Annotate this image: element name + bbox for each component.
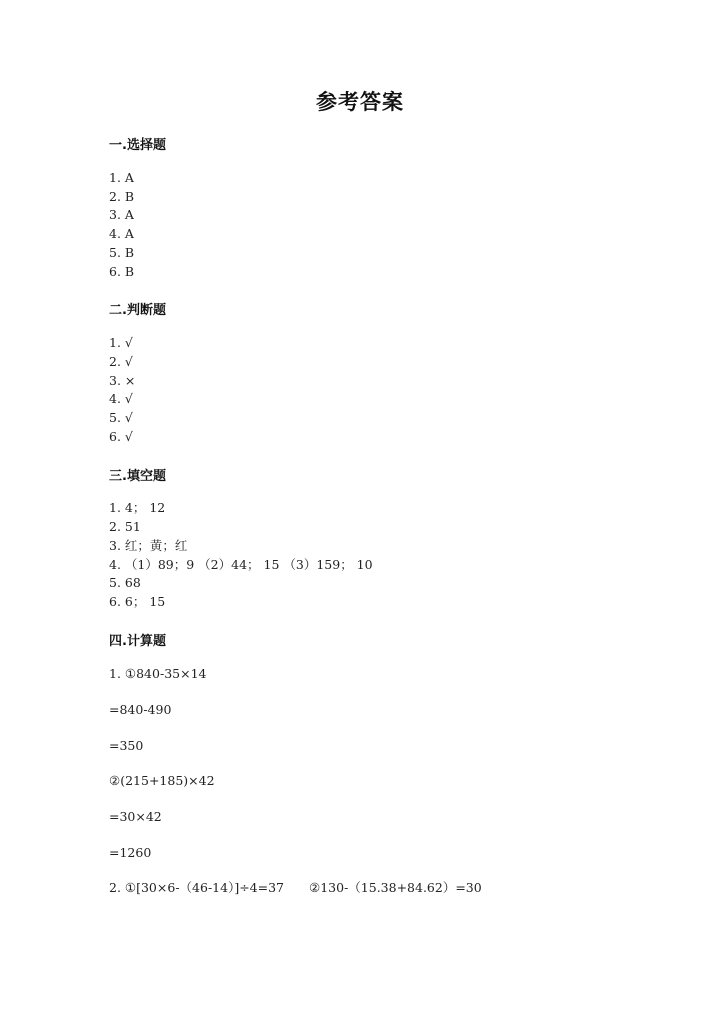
answer-line: 2. B: [109, 189, 135, 204]
answer-line: ②(215+185)×42: [109, 773, 215, 788]
answer-line: 1. A: [109, 170, 134, 185]
section-heading-fill-blank: 三.填空题: [109, 469, 166, 484]
answer-line: 1. 4； 12: [109, 500, 166, 515]
answer-line: 2. ①[30×6-（46-14）]÷4=37 ②130-（15.38+84.62）=30: [109, 880, 482, 895]
answer-line: =840-490: [109, 702, 172, 717]
answer-line: 6. 6； 15: [109, 594, 166, 609]
answer-line: =30×42: [109, 809, 162, 824]
section-heading-judgement: 二.判断题: [109, 303, 166, 318]
answer-line: 1. ①840-35×14: [109, 666, 207, 681]
answer-line: 6. B: [109, 264, 135, 279]
answer-line: =350: [109, 738, 144, 753]
answer-line: 4. A: [109, 226, 134, 241]
answer-line: 4. （1）89；9 （2）44； 15 （3）159； 10: [109, 557, 373, 572]
answer-line: =1260: [109, 845, 152, 860]
answer-line: 2. √: [109, 354, 133, 369]
section-heading-choice: 一.选择题: [109, 138, 166, 153]
answer-line: 3. A: [109, 207, 134, 222]
answer-line: 5. 68: [109, 575, 141, 590]
answer-line: 3. 红；黄；红: [109, 538, 188, 553]
answer-line: 3. ×: [109, 373, 136, 388]
answer-line: 4. √: [109, 391, 133, 406]
section-heading-calculation: 四.计算题: [109, 634, 166, 649]
answer-line: 6. √: [109, 429, 133, 444]
answer-line: 2. 51: [109, 519, 141, 534]
answer-line: 1. √: [109, 335, 133, 350]
answer-line: 5. B: [109, 245, 135, 260]
page-title: 参考答案: [316, 90, 404, 114]
answer-line: 5. √: [109, 410, 133, 425]
